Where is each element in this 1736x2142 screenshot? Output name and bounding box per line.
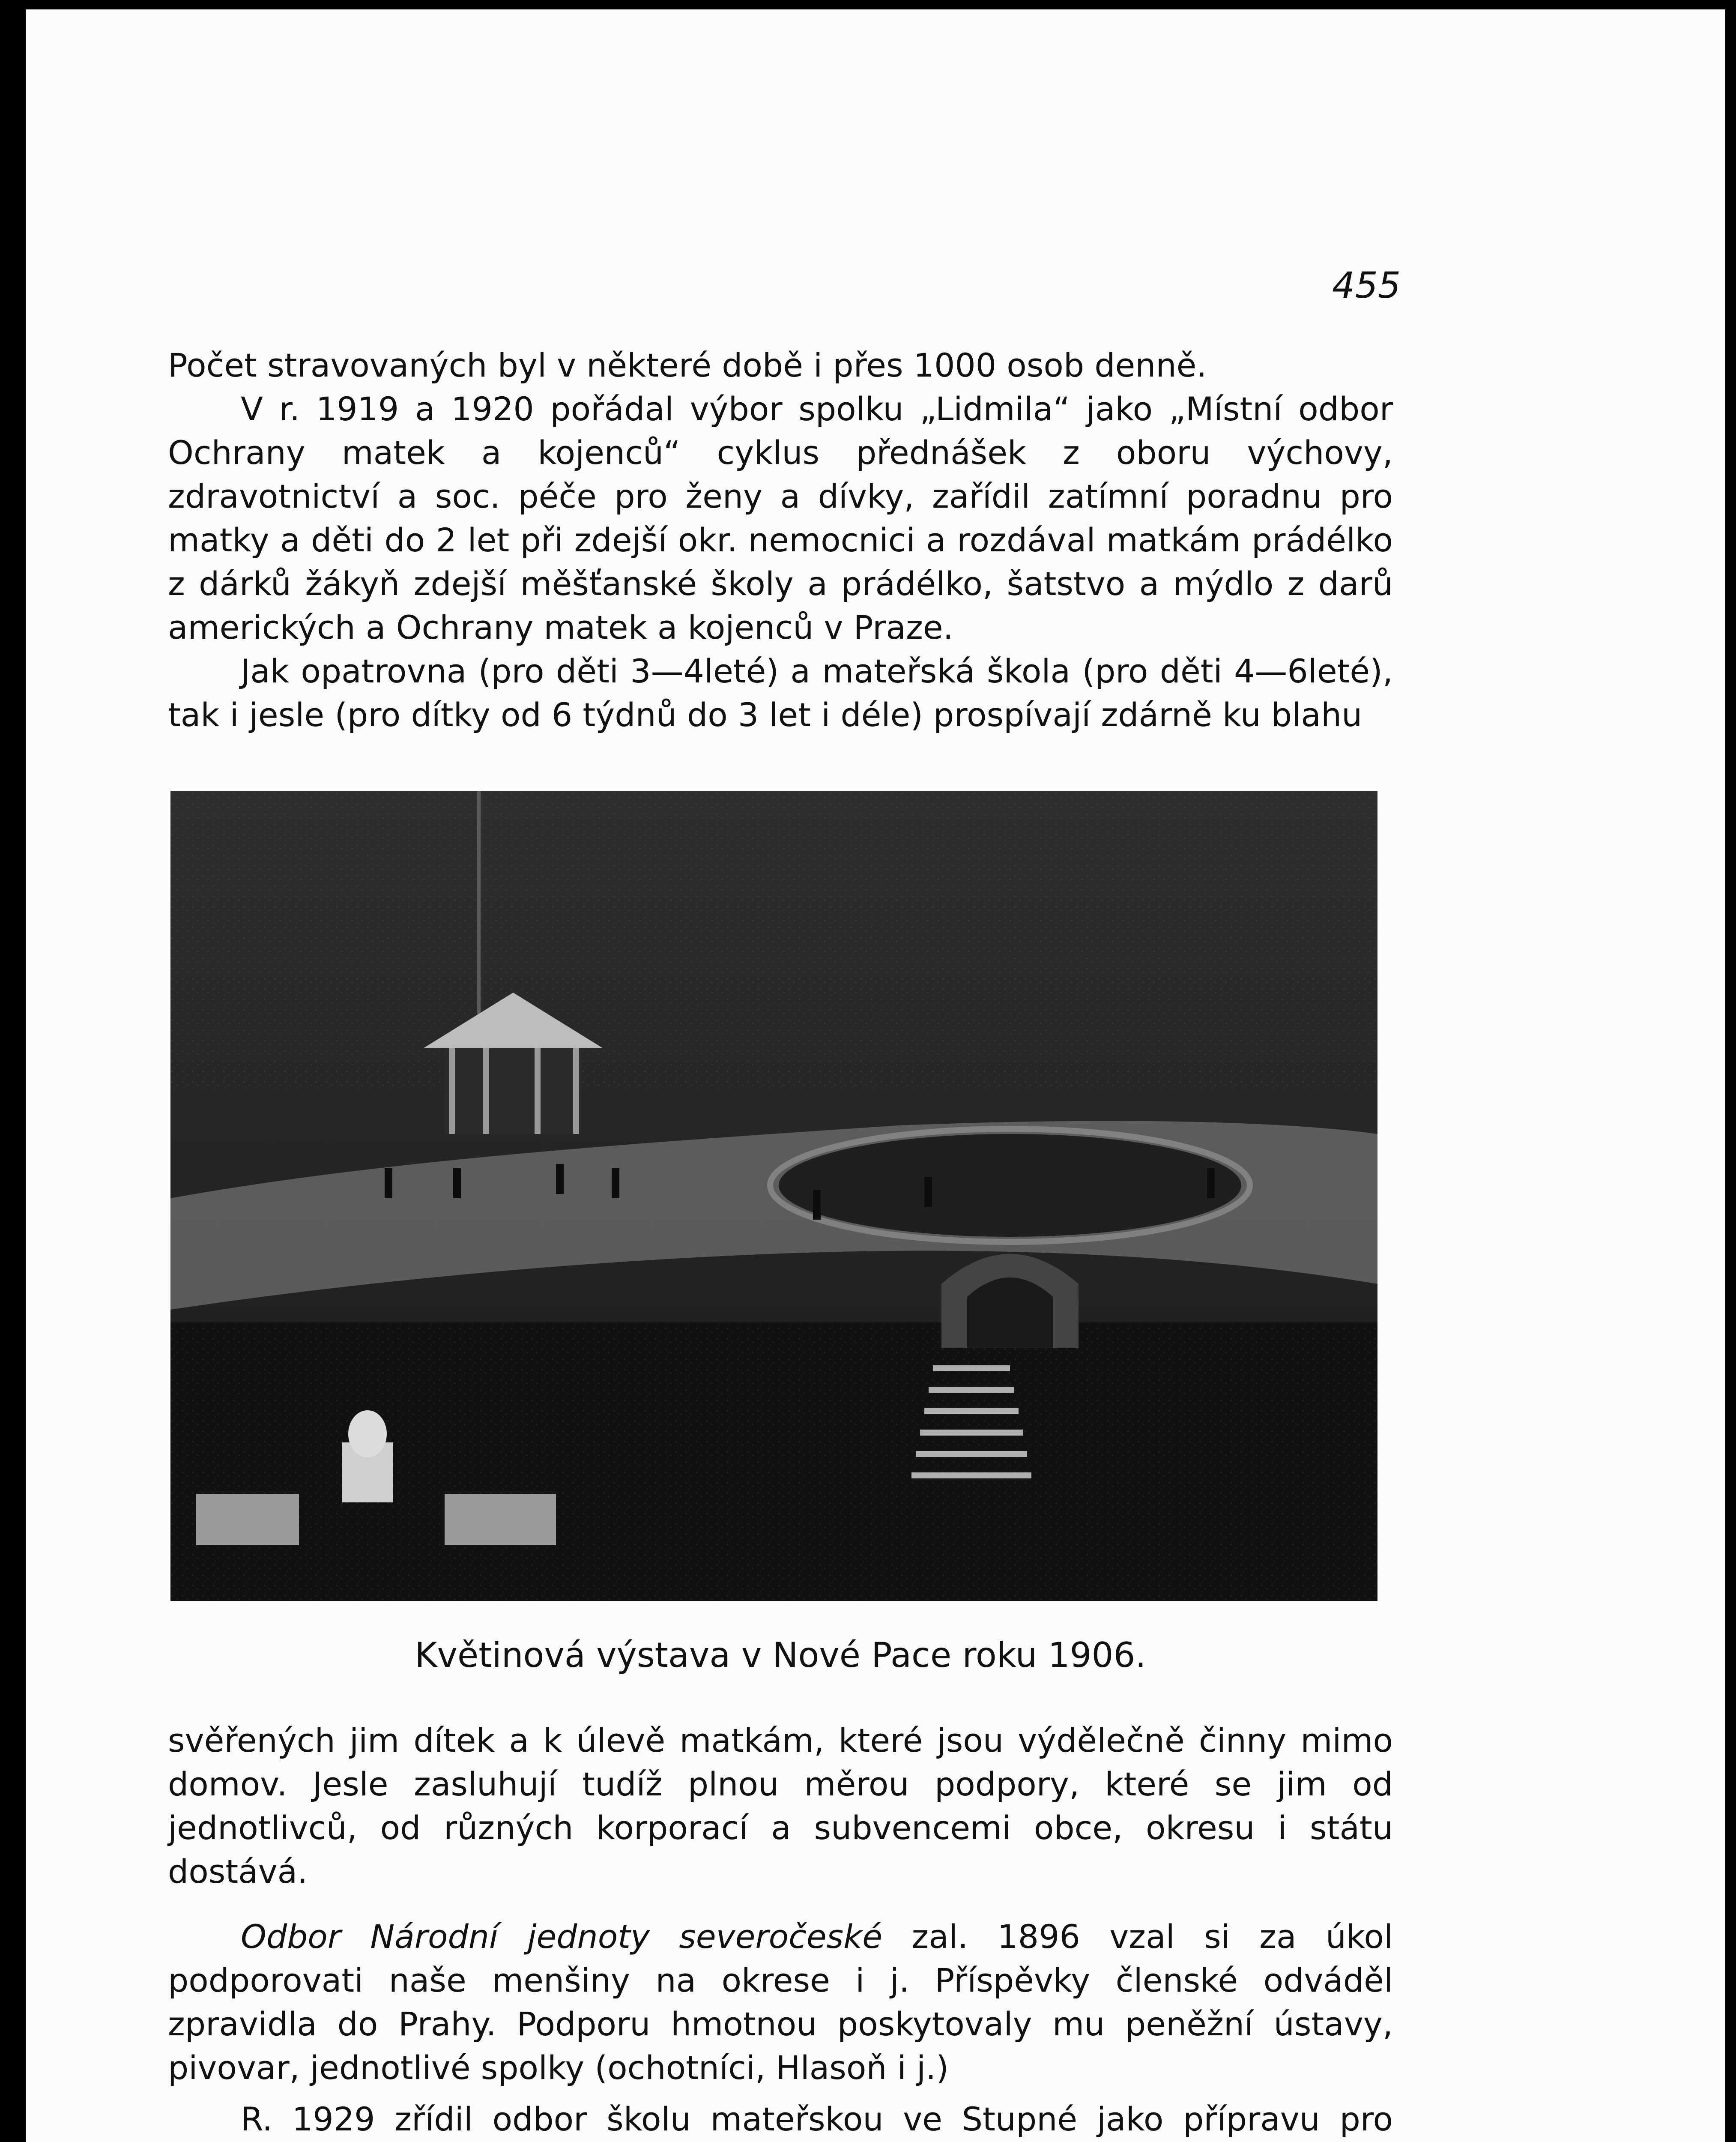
flower-exhibition-photo xyxy=(170,791,1377,1601)
photo-caption: Květinová výstava v Nové Pace roku 1906. xyxy=(415,1635,1146,1675)
document-page xyxy=(26,9,1725,2142)
paragraph: R. 1929 zřídil odbor školu mateřskou ve Stupné jako přípravu pro xyxy=(241,2100,1393,2138)
paragraph: Počet stravovaných byl v některé době i přes 1000 osob denně. xyxy=(168,346,1207,384)
page-number: 455 xyxy=(1332,264,1401,306)
paragraph-rest: zal. 1896 vzal si za úkol podporovati naše menšiny na okrese i j. Příspěvky členské odváděl zpravidla do Prahy. Podporu hmotnou poskytovaly mu peněžní ústavy, pivovar, jednotlivé spolky (ochotníci, Hlasoň i j.) xyxy=(168,1918,1393,2087)
text-block-bottom xyxy=(168,1719,1393,2142)
organization-name: Odbor Národní jednoty severočeské xyxy=(241,1918,883,1956)
paragraph: Jak opatrovna (pro děti 3—4leté) a mateřská škola (pro děti 4—6leté), tak i jesle (pro dítky od 6 týdnů do 3 let i déle) prospívají zdárně ku blahu xyxy=(168,652,1393,734)
text-block-top xyxy=(168,344,1393,737)
paragraph xyxy=(168,1915,1393,2090)
paragraph: svěřených jim dítek a k úlevě matkám, které jsou výdělečně činny mimo domov. Jesle zasluhují tudíž plnou měrou podpory, které se jim od jednotlivců, od různých korporací a subvencemi obce, okresu i státu dostává. xyxy=(168,1721,1393,1891)
paragraph: V r. 1919 a 1920 pořádal výbor spolku „Lidmila“ jako „Místní odbor Ochrany matek a kojenců“ cyklus přednášek z oboru výchovy, zdravotnictví a soc. péče pro ženy a dívky, zařídil zatímní poradnu pro matky a děti do 2 let při zdejší okr. nemocnici a rozdával matkám prádélko z dárků žákyň zdejší měšťanské školy a prádélko, šatstvo a mýdlo z darů amerických a Ochrany matek a kojenců v Praze. xyxy=(168,390,1393,646)
